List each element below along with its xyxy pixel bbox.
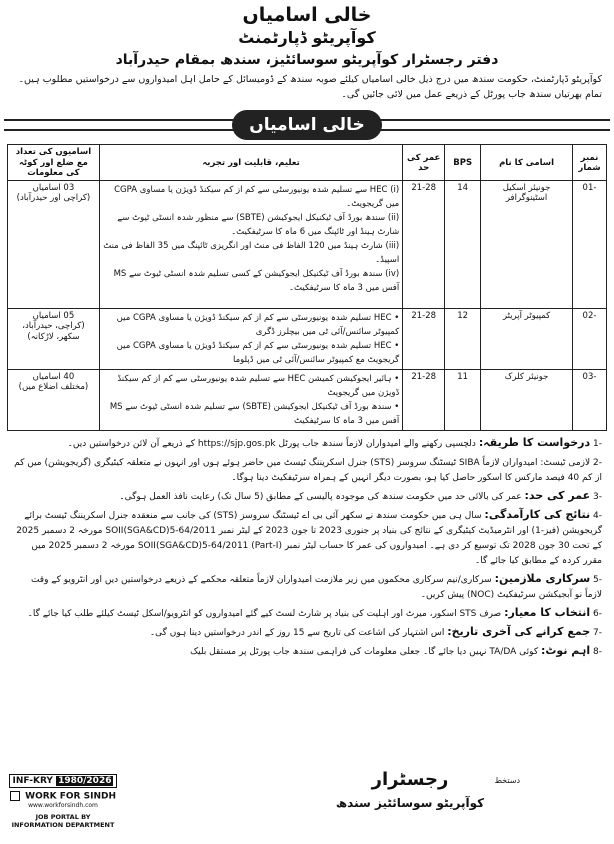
note-title: انتخاب کا معیار: — [504, 606, 591, 619]
table-row — [8, 181, 607, 309]
note-number: -2 — [593, 458, 602, 468]
post-districts: (کراچی، حیدرآباد، سکھر، لاڑکانہ) — [22, 321, 85, 342]
portal-line-1: JOB PORTAL BY — [35, 812, 91, 821]
row-post-count — [8, 181, 100, 309]
note-title: عمر کی حد: — [524, 489, 591, 502]
header-post-count: اسامیوں کی تعداد مع ضلع اور کوٹہ کی معلومات — [8, 145, 100, 181]
note-text: عمر کی بالائی حد میں حکومت سندھ کی موجودہ پالیسی کے مطابق (5 سال تک) رعایت نافذ العمل ہوگی۔ — [119, 492, 522, 502]
table-row — [8, 309, 607, 370]
table-row — [8, 370, 607, 431]
post-count: 05 اسامیاں — [32, 311, 75, 321]
note-item — [12, 507, 602, 569]
post-count: 03 اسامیاں — [32, 183, 75, 193]
note-text: صرف STS اسکور، میرٹ اور اہلیت کی بنیاد پر شارٹ لسٹ کیے گئے امیدواروں کو انٹرویو/اسکل ٹیسٹ کیلئے طلب کیا جائے گا۔ — [27, 609, 502, 619]
row-age: 21-28 — [403, 370, 445, 431]
note-title: اہم نوٹ: — [540, 644, 591, 657]
vacancies-banner — [4, 110, 610, 140]
qualification-line: • ہائیر ایجوکیشن کمیشن HEC سے تسلیم شدہ یونیورسٹی سے کم از کم سیکنڈ ڈویژن میں گریجویٹ — [117, 374, 400, 398]
note-item — [12, 643, 602, 660]
note-text: سرکاری/نیم سرکاری محکموں میں زیر ملازمت امیدواران لازماً متعلقہ محکمے کے ذریعے درخواستیں دیں اور انٹرویو کے وقت لازماً نو آبجیکشن سرٹیفکیٹ (NOC) پیش کریں۔ — [30, 575, 602, 600]
note-item — [12, 605, 602, 622]
sindh-logo-icon — [10, 791, 20, 801]
note-number: -5 — [593, 575, 602, 585]
post-districts: (کراچی اور حیدرآباد) — [16, 193, 91, 203]
row-qualification — [99, 309, 402, 370]
row-qualification — [99, 181, 402, 309]
work-for-sindh-logo — [8, 791, 118, 802]
row-age: 21-28 — [403, 181, 445, 309]
note-title: جمع کرانے کی آخری تاریخ: — [447, 625, 591, 638]
note-title: درخواست کا طریقہ: — [478, 436, 591, 449]
note-text: سال ہی میں حکومت سندھ نے سکھر آئی بی اے ٹیسٹنگ سروسز (STS) کی جانب سے منعقدہ جنرل اسکریننگ ٹیسٹ برائے گریجویشن (فیز-1) اور انٹرمیڈیٹ کیٹیگری کے نتائج کی بنیاد پر جنوری 2023 تا جون 2023 کے لیٹر نمبر SOII(SGA&CD)5-64/2011 مورخہ 2 دسمبر 2025 کے تحت 30 جون 2028 تک توسیع کر دی ہے۔ امیدواروں کی عمر کا حساب لیٹر نمبر SOII(SGA&CD)5-64/2011 (Part-I) مورخہ 2 دسمبر 2025 میں مقرر کردہ کے مطابق کیا جائے گا۔ — [16, 511, 602, 566]
department-name: کوآپریٹو ڈپارٹمنٹ — [238, 28, 376, 47]
qualification-line: • HEC تسلیم شدہ یونیورسٹی سے کم از کم سیکنڈ ڈویژن یا مساوی CGPA میں گریجویٹ مع کمپیوٹر سائنس/آئی ٹی میں ڈپلوما — [116, 341, 400, 365]
ad-reference-block — [8, 768, 118, 829]
ad-code-prefix: INF-KRY — [12, 776, 53, 786]
note-item — [12, 624, 602, 641]
wfs-url: www.workforsindh.com — [28, 801, 98, 809]
qualification-line: (ii) سندھ بورڈ آف ٹیکنیکل ایجوکیشن (SBTE) سے منظور شدہ انسٹی ٹیوٹ سے شارٹ ہینڈ اور ٹائپنگ میں 6 ماہ کا سرٹیفکیٹ۔ — [117, 213, 400, 237]
note-number: -8 — [593, 647, 602, 657]
ad-code — [9, 774, 118, 788]
row-bps: 11 — [445, 370, 481, 431]
vacancies-table — [7, 144, 607, 431]
row-sn: -03 — [573, 370, 607, 431]
qualification-line: (iii) شارٹ ہینڈ میں 120 الفاظ فی منٹ اور انگریزی ٹائپنگ میں 35 الفاظ فی منٹ اسپیڈ۔ — [103, 241, 400, 265]
header-qualification: تعلیم، قابلیت اور تجربہ — [99, 145, 402, 181]
registrar-subtitle: کوآپریٹو سوسائٹیز سندھ — [335, 796, 485, 810]
note-title: سرکاری ملازمین: — [494, 572, 591, 585]
office-name: دفتر رجسٹرار کوآپریٹو سوسائٹیز، سندھ بمقام حیدرآباد — [115, 52, 499, 68]
header-post-name: اسامی کا نام — [481, 145, 573, 181]
qualification-line: (iv) سندھ بورڈ آف ٹیکنیکل ایجوکیشن کے کسی تسلیم شدہ انسٹی ٹیوٹ سے MS آفس میں 3 ماہ کا سرٹیفکیٹ۔ — [113, 269, 400, 293]
row-bps: 12 — [445, 309, 481, 370]
note-number: -1 — [593, 439, 602, 449]
ad-code-year: 1980/2026 — [58, 776, 112, 786]
note-number: -3 — [593, 492, 602, 502]
banner-label: خالی اسامیاں — [232, 110, 382, 140]
intro-paragraph: کوآپریٹو ڈپارٹمنٹ، حکومت سندھ میں درج ذیل خالی اسامیاں کیلئے صوبہ سندھ کے ڈومیسائل کے حامل اہل امیدواروں سے درخواستیں مطلوب ہیں۔ تمام بھرتیاں سندھ جاب پورٹل کے ذریعے عمل میں لائی جائیں گی۔ — [18, 74, 602, 100]
note-text: کوئی TA/DA نہیں دیا جائے گا۔ جعلی معلومات کی فراہمی سندھ جاب پورٹل پر مستقل بلیک — [190, 647, 539, 657]
row-post-count — [8, 370, 100, 431]
qualification-line: • HEC تسلیم شدہ یونیورسٹی سے کم از کم سیکنڈ ڈویژن یا مساوی CGPA میں کمپیوٹر سائنس/آئی ٹی میں بیچلرز ڈگری — [116, 313, 400, 337]
table-header-row — [8, 145, 607, 181]
note-text: اس اشتہار کی اشاعت کی تاریخ سے 15 روز کے اندر درخواستیں دینا ہوں گی۔ — [149, 628, 445, 638]
header-sn: نمبر شمار — [573, 145, 607, 181]
qualification-line: (i) HEC سے تسلیم شدہ یونیورسٹی سے کم از کم سیکنڈ ڈویژن یا مساوی CGPA میں گریجویٹ۔ — [114, 185, 400, 209]
row-post-name: جونیئر کلرک — [481, 370, 573, 431]
note-item — [12, 435, 602, 452]
note-text: دلچسپی رکھنے والے امیدواران لازماً سندھ جاب پورٹل https://sjp.gos.pk کے ذریعے آن لائن درخواستیں دیں۔ — [67, 439, 476, 449]
header-age-limit: عمر کی حد — [403, 145, 445, 181]
job-advertisement — [4, 4, 610, 840]
row-post-count — [8, 309, 100, 370]
signature-label: دستخط — [494, 776, 520, 785]
registrar-signature-block — [300, 768, 520, 814]
registrar-title: رجسٹرار — [371, 769, 449, 790]
row-post-name: جونیئر اسکیل اسٹینوگرافر — [481, 181, 573, 309]
note-number: -4 — [593, 511, 602, 521]
row-qualification — [99, 370, 402, 431]
note-number: -6 — [593, 609, 602, 619]
row-sn: -01 — [573, 181, 607, 309]
row-bps: 14 — [445, 181, 481, 309]
post-count: 40 اسامیاں — [32, 372, 75, 382]
portal-line-2: INFORMATION DEPARTMENT — [11, 820, 115, 829]
note-title: نتائج کی کارآمدگی: — [484, 508, 591, 521]
note-item — [12, 488, 602, 505]
qualification-line: • سندھ بورڈ آف ٹیکنیکل ایجوکیشن (SBTE) سے تسلیم شدہ انسٹی ٹیوٹ سے MS آفس میں 3 ماہ کا سرٹیفکیٹ — [109, 402, 400, 426]
note-text: لازمی ٹیسٹ: امیدواران لازماً SIBA ٹیسٹنگ سروسز (STS) جنرل اسکریننگ ٹیسٹ میں حاضر ہوئے ہوں اور انہوں نے متعلقہ کیٹیگری (گریجویشن) میں کم از کم 40 فیصد مارکس کا اسکور حاصل کیا ہو، بصورت دیگر انہیں کے ہمراہ سرٹیفکیٹ دینا ہوگا۔ — [14, 458, 602, 483]
note-item — [12, 571, 602, 603]
footer — [4, 764, 610, 840]
wfs-label: WORK FOR SINDH — [25, 791, 116, 802]
post-districts: (مختلف اضلاع میں) — [18, 382, 89, 392]
header-bps: BPS — [445, 145, 481, 181]
note-number: -7 — [593, 628, 602, 638]
row-age: 21-28 — [403, 309, 445, 370]
ad-title: خالی اسامیاں — [242, 4, 372, 26]
notes-section — [4, 431, 610, 660]
note-item — [12, 454, 602, 486]
row-sn: -02 — [573, 309, 607, 370]
row-post-name: کمپیوٹر آپریٹر — [481, 309, 573, 370]
